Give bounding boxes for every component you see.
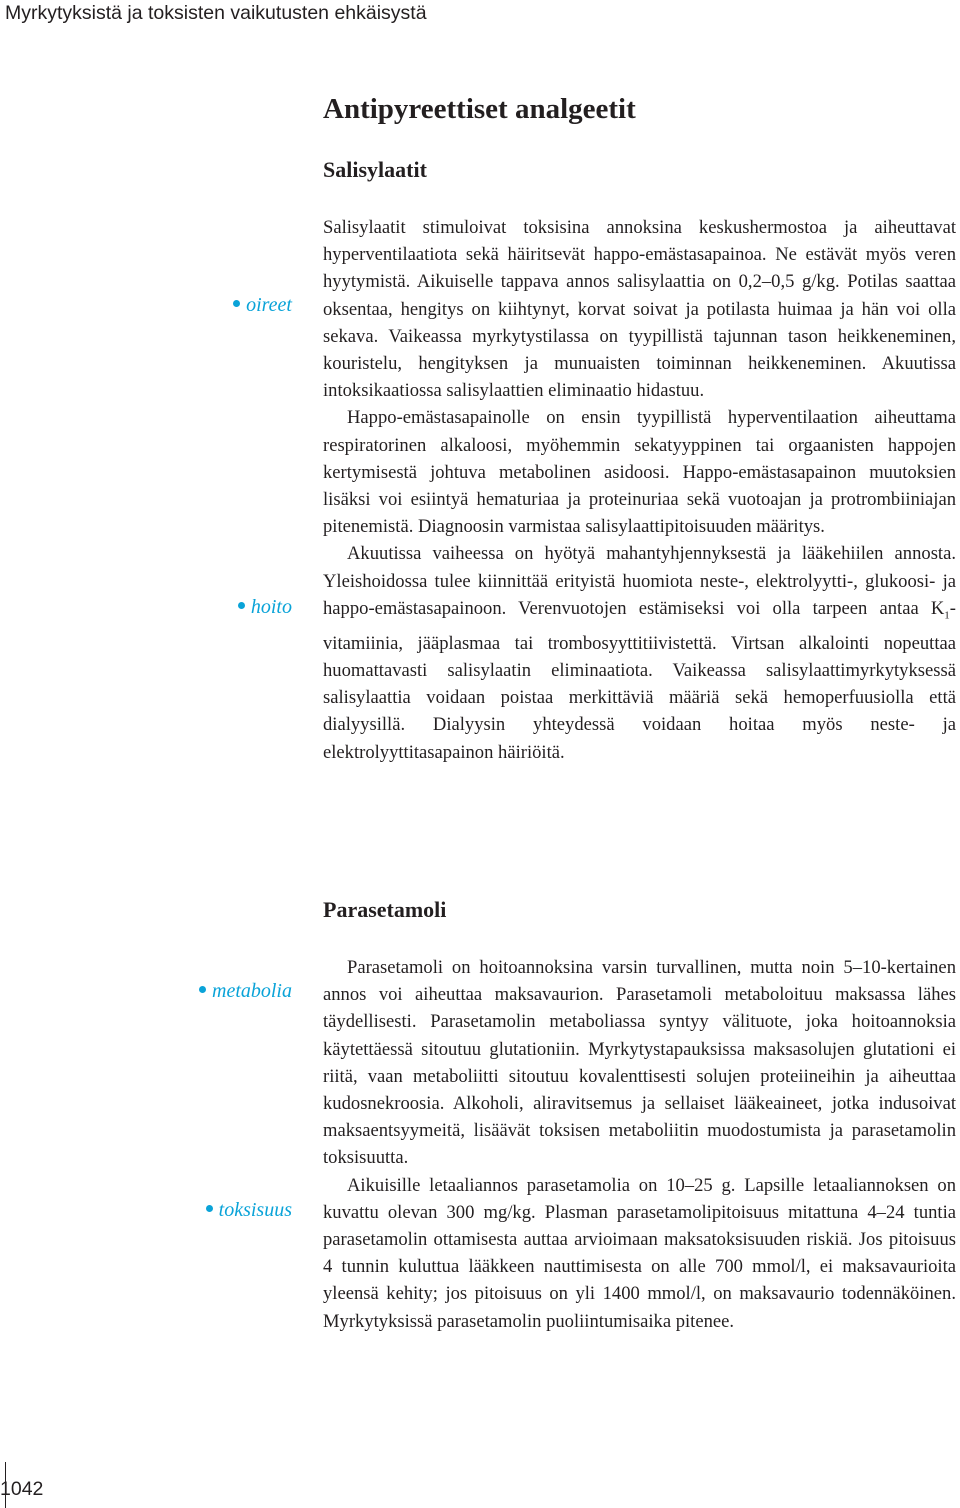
margin-note-label: hoito [250, 596, 292, 618]
paragraph: Happo-emästasapainolle on ensin tyypillistä hyperventilaation aiheuttama respiratorinen alkaloosi, myöhemmin sekatyyppinen tai orgaanisten happojen kertymisestä johtuva metabolinen asidoosi. Happo-emästasapainon muutoksien lisäksi voi esiintyä hematuriaa ja proteinuriaa sekä vuotoajan ja protrombiiniajan pitenemistä. Diagnoosin varmistaa salisylaattipitoisuuden määritys. [323, 407, 956, 538]
bullet-icon [233, 300, 240, 307]
paragraph [323, 540, 956, 765]
bullet-icon [206, 1205, 213, 1212]
salicylates-body [323, 214, 956, 766]
section-title-paracetamol: Parasetamoli [323, 897, 447, 922]
paragraph: Aikuisille letaaliannos parasetamolia on 10–25 g. Lapsille letaaliannoksen on kuvattu olevan 300 mg/kg. Plasman parasetamolipitoisuus mitattuna 4–24 tuntia parasetamolin ottamisesta auttaa arvioimaan maksatoksisuuden riskiä. Jos pitoisuus 4 tunnin kuluttua lääkkeen nauttimisesta on alle 700 mmol/l, ei maksavaurioita yleensä kehity; jos pitoisuus on yli 1400 mmol/l, on maksavaurio todennäköinen. Myrkytyksissä parasetamolin puoliintumisaika pitenee. [323, 1174, 956, 1332]
subscript: 1 [944, 609, 950, 622]
paragraph: Parasetamoli on hoitoannoksina varsin turvallinen, mutta noin 5–10-kertainen annos voi aiheuttaa maksavaurion. Parasetamoli metaboloituu maksassa lähes täydellisesti. Parasetamolin metaboliassa syntyy välituote, joka hoitoannoksia käytettäessä sitoutuu glutationiin. Myrkytystapauksissa maksasolujen glutationi ei riitä, vaan metaboliitti sitoutuu kovalenttisesti solujen proteiineihin ja aiheuttaa kudosnekroosia. Alkoholi, aliravitsemus ja sellaiset lääkeaineet, jotka indusoivat maksaentsyymeitä, lisäävät toksisen metaboliitin muodostumista ja parasetamolin toksisuutta. [323, 957, 956, 1169]
bullet-icon [238, 602, 245, 609]
paragraph-text: -vitamiinia, jääplasmaa tai trombosyyttitiivistettä. Virtsan alkalointi nopeuttaa huomattavasti salisylaatin eliminaatiota. Vaikeassa salisylaattimyrkytyksessä salisylaattia voidaan poistaa merkittäviä määriä sekä hemoperfuusiolla että dialyysillä. Dialyysin yhteydessä voidaan hoitaa myös neste- ja elektrolyyttitasapainon häiriöitä. [323, 597, 956, 763]
paracetamol-body [323, 954, 956, 1335]
paragraph-text: Akuutissa vaiheessa on hyötyä mahantyhjennyksestä ja lääkehiilen annosta. Yleishoidossa tulee kiinnittää erityistä huomiota neste-, elektrolyytti-, glukoosi- ja happo-emästasapainoon. Verenvuotojen estämiseksi voi olla tarpeen antaa K [323, 543, 956, 619]
chapter-title: Antipyreettiset analgeetit [323, 93, 636, 125]
paragraph: Salisylaatit stimuloivat toksisina annoksina keskushermostoa ja aiheuttavat hyperventilaatiota sekä häiritsevät happo-emästasapainoa. Ne estävät myös veren hyytymistä. Aikuiselle tappava annos salisylaattia on 0,2–0,5 g/kg. Potilas saattaa oksentaa, hengitys on kiihtynyt, korvat soivat ja potilasta huimaa ja hän voi olla sekava. Vaikeassa myrkytystilassa on tyypillistä tajunnan tason heikkeneminen, kouristelu, hengityksen ja munuaisten toiminnan heikkeneminen. Akuutissa intoksikaatiossa salisylaattien eliminaatio hidastuu. [323, 217, 956, 402]
bullet-icon [199, 986, 206, 993]
margin-note-toxicity [206, 1199, 292, 1222]
margin-note-label: oireet [246, 294, 292, 316]
margin-note-label: toksisuus [218, 1199, 292, 1221]
running-header: Myrkytyksistä ja toksisten vaikutusten ehkäisystä [5, 2, 427, 24]
section-title-salicylates: Salisylaatit [323, 157, 427, 182]
margin-note-symptoms [233, 294, 292, 317]
margin-note-metabolism [199, 980, 292, 1003]
margin-note-label: metabolia [212, 980, 292, 1002]
margin-note-treatment [238, 596, 292, 619]
page-number: 1042 [0, 1478, 44, 1500]
